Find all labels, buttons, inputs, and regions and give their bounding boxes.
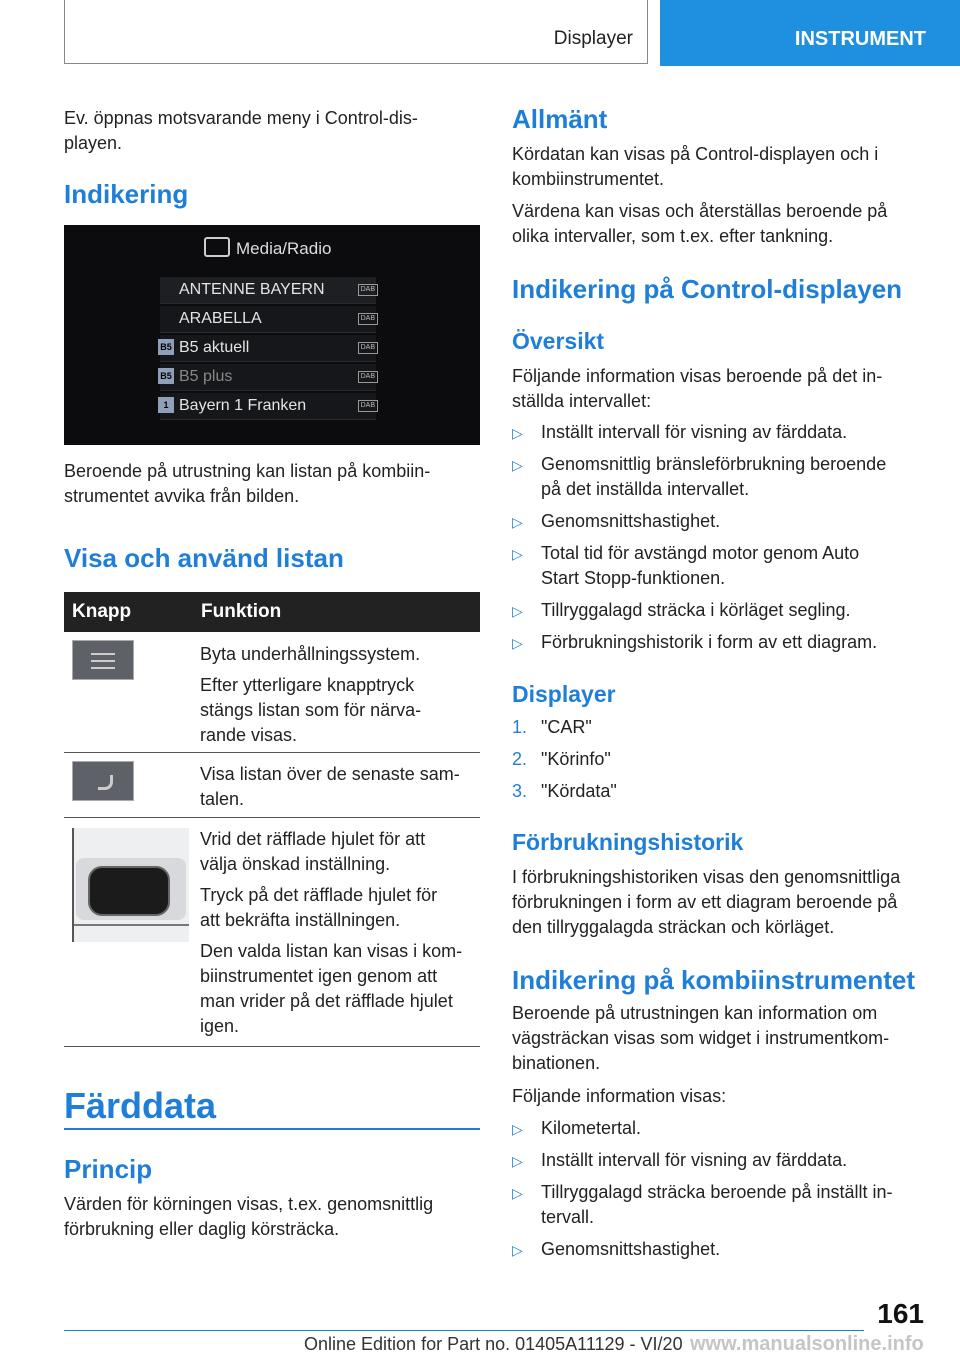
heading-allmant: Allmänt	[512, 104, 608, 134]
station-row	[160, 364, 376, 391]
section-title: Displayer	[553, 28, 633, 49]
heading-forbrukningshistorik: Förbrukningshistorik	[512, 829, 744, 855]
col-knapp: Knapp	[72, 601, 132, 622]
image-caption: Beroende på utrustning kan listan på kombiin- strumentet avvika från bilden.	[64, 461, 431, 506]
table-row-2-text: Visa listan över de senaste sam- talen.	[200, 764, 460, 809]
allmant-text-2: Värdena kan visas och återställas beroende på olika intervaller, som t.ex. efter tankning.	[512, 201, 888, 246]
allmant-text-1: Kördatan kan visas på Control-displayen och i kombiinstrumentet.	[512, 144, 879, 189]
step-number: 1.	[512, 717, 528, 737]
step-number: 2.	[512, 749, 528, 769]
heading-indikering: Indikering	[64, 179, 189, 209]
heading-displayer: Displayer	[512, 681, 616, 707]
page-number: 161	[877, 1298, 924, 1329]
heading-control-display: Indikering på Control-displayen	[512, 274, 903, 304]
heading-kombiinstrument: Indikering på kombiinstrumentet	[512, 965, 916, 995]
station-name: ARABELLA	[179, 310, 262, 327]
radio-screen-image	[64, 225, 480, 445]
media-icon	[204, 237, 230, 257]
station-name: B5 plus	[179, 368, 233, 385]
foljande-text: Följande information visas:	[512, 1086, 727, 1106]
heading-visa: Visa och använd listan	[64, 543, 344, 573]
kombi-text: Beroende på utrustningen kan information om vägsträckan visas som widget i instrumentkom- binationen.	[512, 1003, 890, 1073]
princip-text: Värden för körningen visas, t.ex. genomsnittlig förbrukning eller daglig körsträcka.	[64, 1194, 434, 1239]
bullet-triangle-icon: ▷	[512, 1185, 523, 1201]
dab-tag: DAB	[358, 313, 378, 325]
station-row	[160, 306, 376, 333]
bullet-triangle-icon: ▷	[512, 603, 523, 619]
watermark: www.manualsonline.info	[690, 1333, 924, 1355]
station-name: ANTENNE BAYERN	[179, 281, 325, 298]
header-box	[64, 0, 648, 64]
dab-tag: DAB	[358, 371, 378, 383]
dab-tag: DAB	[358, 400, 378, 412]
bullet-triangle-icon: ▷	[512, 457, 523, 473]
bullet-triangle-icon: ▷	[512, 635, 523, 651]
station-name: B5 aktuell	[179, 339, 250, 356]
dab-tag: DAB	[358, 342, 378, 354]
station-row	[160, 277, 376, 304]
table-divider	[64, 817, 480, 818]
col-funktion: Funktion	[201, 601, 282, 622]
station-name: Bayern 1 Franken	[179, 397, 307, 414]
bullet-triangle-icon: ▷	[512, 1121, 523, 1137]
heading-princip: Princip	[64, 1154, 153, 1184]
menu-list-icon	[72, 640, 134, 680]
step-text: "CAR"	[541, 717, 592, 737]
bullet-triangle-icon: ▷	[512, 1153, 523, 1169]
table-divider	[64, 752, 480, 753]
table-header	[64, 592, 480, 632]
station-row	[160, 335, 376, 362]
phone-icon	[72, 761, 134, 801]
heading-rule	[64, 1128, 480, 1130]
table-divider	[64, 1046, 480, 1047]
step-text: "Kördata"	[541, 781, 617, 801]
historik-text: I förbrukningshistoriken visas den genomsnittliga förbrukningen i form av ett diagram beroende på den tillryggalagda sträckan och körläget.	[512, 867, 901, 937]
footer-rule	[64, 1330, 864, 1331]
edition-text: Online Edition for Part no. 01405A11129 - VI/20	[304, 1334, 683, 1354]
station-logo: 1	[158, 397, 174, 413]
table-row-3-text: Vrid det räfflade hjulet för att välja önskad inställning. Tryck på det räfflade hjulet för att bekräfta inställningen. Den valda listan kan visas i kom- biinstrumentet igen genom att man vrider på det räfflade hjulet igen.	[200, 829, 463, 1036]
station-row	[160, 393, 376, 420]
station-logo: B5	[158, 339, 174, 355]
chapter-tab: INSTRUMENT	[660, 0, 960, 66]
intro-text: Ev. öppnas motsvarande meny i Control-dis- playen.	[64, 108, 418, 153]
bullet-triangle-icon: ▷	[512, 425, 523, 441]
step-text: "Körinfo"	[541, 749, 611, 769]
dab-tag: DAB	[358, 284, 378, 296]
station-logo: B5	[158, 368, 174, 384]
heading-oversikt: Översikt	[512, 328, 605, 354]
rotary-wheel-image	[72, 828, 189, 942]
heading-farddata: Färddata	[64, 1085, 217, 1126]
table-row-1-text: Byta underhållningssystem. Efter ytterligare knapptryck stängs listan som för närva- rande visas.	[200, 644, 422, 745]
step-number: 3.	[512, 781, 528, 801]
oversikt-text: Följande information visas beroende på det in- ställda intervallet:	[512, 366, 883, 411]
screen-title: Media/Radio	[204, 237, 384, 263]
bullet-triangle-icon: ▷	[512, 514, 523, 530]
bullet-triangle-icon: ▷	[512, 546, 523, 562]
bullet-triangle-icon: ▷	[512, 1242, 523, 1258]
